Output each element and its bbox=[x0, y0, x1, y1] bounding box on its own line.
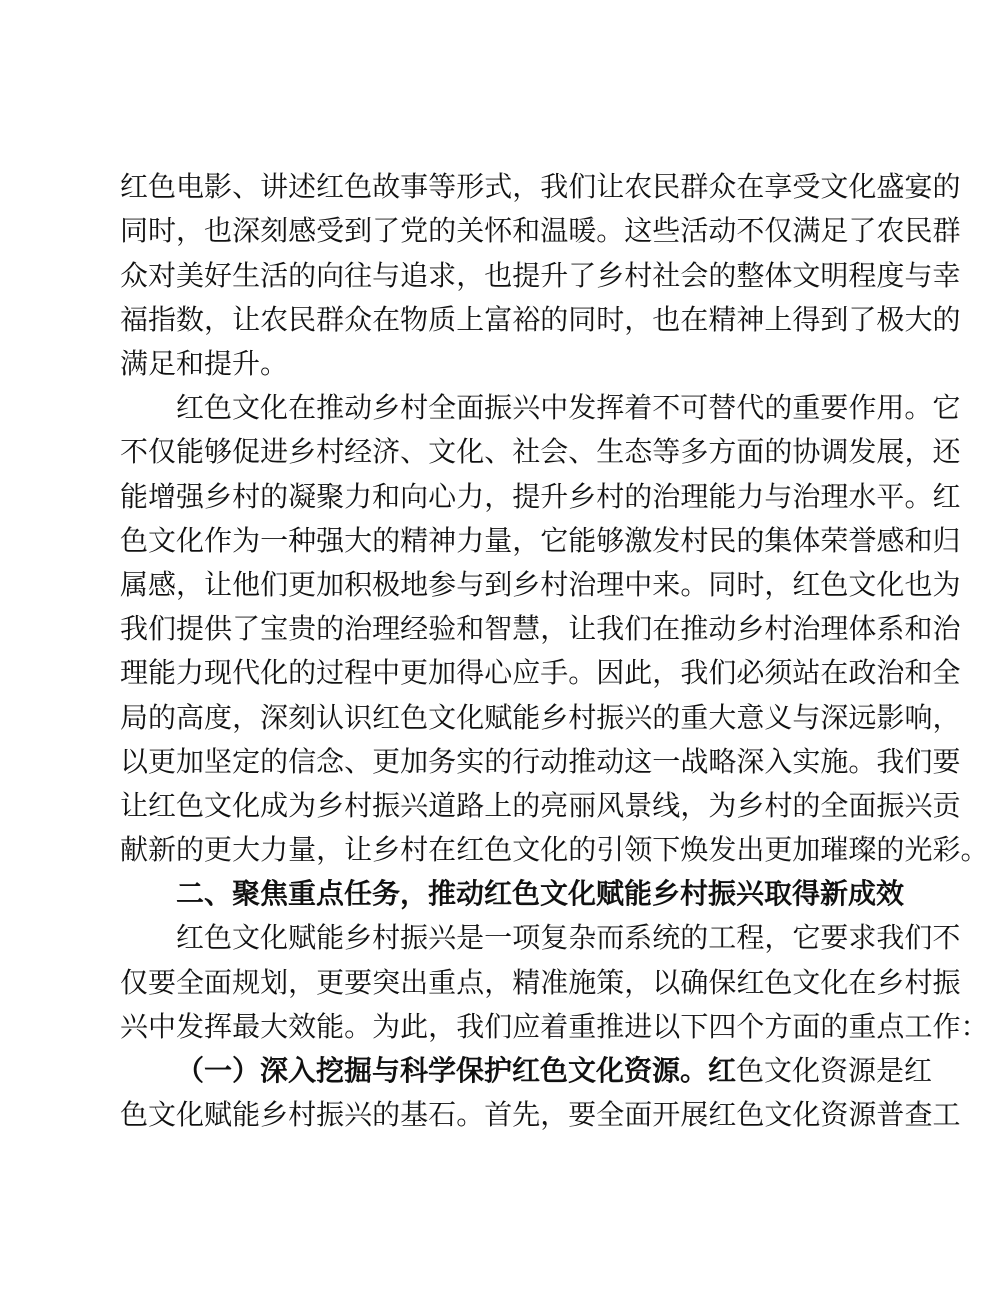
subheading-bold-text: （一）深入挖掘与科学保护红色文化资源。红 bbox=[176, 1054, 737, 1087]
text-line: 福 指 数 ， 让 农 民 群 众 在 物 质 上 富 裕 的 同 时 ， 也 在 精 神 上 得 到 了 极 大 的 bbox=[120, 303, 961, 336]
text-line: 让 红 色 文 化 成 为 乡 村 振 兴 道 路 上 的 亮 丽 风 景 线 ， 为 乡 村 的 全 面 振 兴 贡 bbox=[120, 789, 961, 822]
text-line: 局 的 高 度 ， 深 刻 认 识 红 色 文 化 赋 能 乡 村 振 兴 的 重 大 意 义 与 深 远 影 响 ， bbox=[120, 701, 961, 734]
section-heading: 二、聚焦重点任务，推动红色文化赋能乡村振兴取得新成效 bbox=[176, 877, 905, 910]
subheading-normal-text: 色文化资源是红 bbox=[736, 1054, 933, 1087]
text-line: 我 们 提 供 了 宝 贵 的 治 理 经 验 和 智 慧 ， 让 我 们 在 推 动 乡 村 治 理 体 系 和 治 bbox=[120, 612, 961, 645]
text-line: 众 对 美 好 生 活 的 向 往 与 追 求 ， 也 提 升 了 乡 村 社 会 的 整 体 文 明 程 度 与 幸 bbox=[120, 259, 961, 292]
text-line: 红 色 电 影 、 讲 述 红 色 故 事 等 形 式 ， 我 们 让 农 民 群 众 在 享 受 文 化 盛 宴 的 bbox=[120, 170, 961, 203]
text-line: 兴 中 发 挥 最 大 效 能 。 为 此 ， 我 们 应 着 重 推 进 以 下 四 个 方 面 的 重 点 工 作 ： bbox=[120, 1010, 988, 1043]
text-line: 能 增 强 乡 村 的 凝 聚 力 和 向 心 力 ， 提 升 乡 村 的 治 理 能 力 与 治 理 水 平 。 红 bbox=[120, 480, 961, 513]
paragraph-first-line: 红 色 文 化 赋 能 乡 村 振 兴 是 一 项 复 杂 而 系 统 的 工 程 ， 它 要 求 我 们 不 bbox=[176, 921, 961, 954]
text-line: 理 能 力 现 代 化 的 过 程 中 更 加 得 心 应 手 。 因 此 ， 我 们 必 须 站 在 政 治 和 全 bbox=[120, 656, 961, 689]
text-line: 仅 要 全 面 规 划 ， 更 要 突 出 重 点 ， 精 准 施 策 ， 以 确 保 红 色 文 化 在 乡 村 振 bbox=[120, 966, 961, 999]
text-line: 满足和提升。 bbox=[120, 347, 289, 380]
text-line: 同 时 ， 也 深 刻 感 受 到 了 党 的 关 怀 和 温 暖 。 这 些 活 动 不 仅 满 足 了 农 民 群 bbox=[120, 214, 961, 247]
subheading-line bbox=[176, 1051, 933, 1091]
text-line: 色 文 化 赋 能 乡 村 振 兴 的 基 石 。 首 先 ， 要 全 面 开 展 红 色 文 化 资 源 普 查 工 bbox=[120, 1098, 961, 1131]
text-line: 献 新 的 更 大 力 量 ， 让 乡 村 在 红 色 文 化 的 引 领 下 焕 发 出 更 加 璀 璨 的 光 彩 。 bbox=[120, 833, 988, 866]
text-line: 不 仅 能 够 促 进 乡 村 经 济 、 文 化 、 社 会 、 生 态 等 多 方 面 的 协 调 发 展 ， 还 bbox=[120, 435, 961, 468]
text-line: 以 更 加 坚 定 的 信 念 、 更 加 务 实 的 行 动 推 动 这 一 战 略 深 入 实 施 。 我 们 要 bbox=[120, 745, 961, 778]
paragraph-first-line: 红 色 文 化 在 推 动 乡 村 全 面 振 兴 中 发 挥 着 不 可 替 代 的 重 要 作 用 。 它 bbox=[176, 391, 961, 424]
text-line: 属 感 ， 让 他 们 更 加 积 极 地 参 与 到 乡 村 治 理 中 来 。 同 时 ， 红 色 文 化 也 为 bbox=[120, 568, 961, 601]
text-line: 色 文 化 作 为 一 种 强 大 的 精 神 力 量 ， 它 能 够 激 发 村 民 的 集 体 荣 誉 感 和 归 bbox=[120, 524, 961, 557]
